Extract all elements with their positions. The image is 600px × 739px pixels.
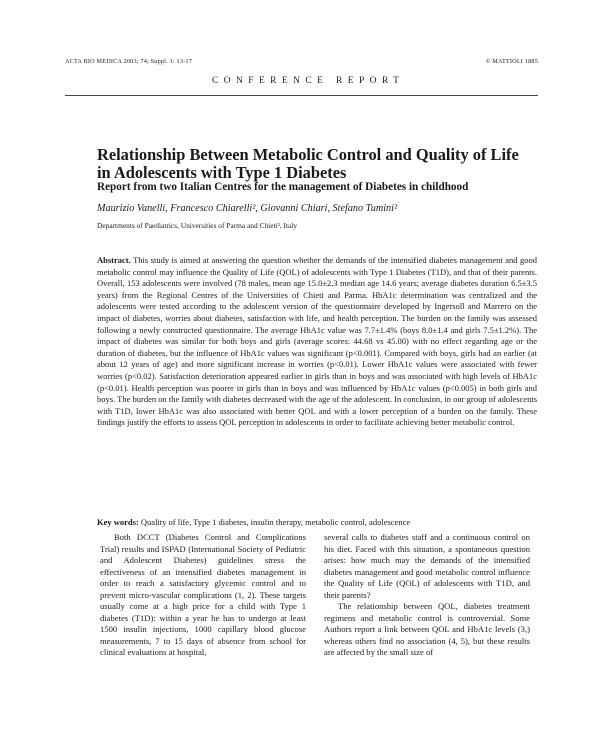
keywords-text: Quality of life, Type 1 diabetes, insulin therapy, metabolic control, adolescence [140, 517, 411, 527]
abstract-text: This study is aimed at answering the question whether the demands of the intensified diabetes management and good metabolic control may influence the Quality of Life (QOL) of adolescents with Type 1 Diabetes (T1D), and that of their parents. Overall, 153 adolescents were involved (78 males, mean age 15.0±2.3 median age 14.6 years; average diabetes duration 6.5±3.5 years) from the Regional Centres of the Universities of Chieti and Parma. HbA1c determination was centralized and the adolescents were tested according to the adolescent version of the questionnaire developed by Ingersoll and Marrero on the impact of diabetes, worries about diabetes, satisfaction with life, and health perception. The burden on the family was assessed following a newly constructed questionnaire. The average HbA1c value was 7.7±1.4% (boys 8.0±1.4 and girls 7.5±1.2%). The impact of diabetes was similar for both boys and girls (average scores: 44.68 vs 45.00) with no effect regarding age or the duration of diabetes, but the influence of HbA1c values was significant (p<0.001). Compared with boys, girls had an earlier (at about 12 years of age) and more significant increase in worries (p<0.01). Lower HbA1c values were associated with fewer worries (p<0.02). Satisfaction deterioration appeared earlier in girls than in boys and was associated with high levels of HbA1c (p<0.01). Health perception was poorer in girls than in boys and was influenced by HbA1c values (p<0.005) in both girls and boys. The burden on the family with diabetes decreased with the age of the adolescent. In conclusion, in our group of adolescents with T1D, lower HbA1c was also associated with better QOL and with a lower perception of a burden on the family. These findings justify the efforts to assess QOL perception in adolescents in order to facilitate achieving better metabolic control. [97, 255, 537, 428]
body-paragraph: several calls to diabetes staff and a continuous control on his diet. Faced with this situation, a spontaneous question arises: how much may the demands of the intensified diabetes management and good metabolic control influence the Quality of Life (QOL) of adolescents with T1D, and their parents? [324, 532, 530, 600]
abstract [97, 255, 537, 429]
article-title: Relationship Between Metabolic Control and Quality of Life in Adolescents with Type 1 Diabetes [97, 145, 519, 182]
body-column-1 [100, 532, 306, 659]
article-subtitle: Report from two Italian Centres for the management of Diabetes in childhood [97, 181, 469, 193]
keywords [97, 517, 537, 527]
journal-header: ACTA BIO MEDICA 2003; 74; Suppl. 1: 13-17 [65, 58, 192, 65]
keywords-label: Key words: [97, 517, 139, 527]
body-paragraph: The relationship between QOL, diabetes treatment regimens and metabolic control is controversial. Some Authors report a link between QOL and HbA1c levels (3,) whereas others find no association (4, 5), but these results are affected by the small size of [324, 601, 530, 657]
abstract-label: Abstract. [97, 255, 131, 265]
authors: Maurizio Vanelli, Francesco Chiarelli², Giovanni Chiari, Stefano Tumini² [97, 203, 398, 214]
affiliation: Departments of Paediatrics, Universities of Parma and Chieti², Italy [97, 221, 298, 230]
body-paragraph: Both DCCT (Diabetes Control and Complications Trial) results and ISPAD (International Society of Pediatric and Adolescent Diabetes) guidelines stress the effectiveness of an intensified diabetes management in order to reach a satisfactory glycemic control and to prevent micro-vascular complications (1, 2). These targets usually come at a high price for a child with Type 1 diabetes (T1D): within a year he has to undergo at least 1500 insulin injections, 1000 capillary blood glucose measurements, 7 to 15 days of absence from school for clinical evaluations at hospital, [100, 532, 306, 657]
body-column-2 [324, 532, 530, 659]
publisher-header: © MATTIOLI 1885 [485, 58, 538, 65]
header-rule [65, 95, 538, 96]
section-label: CONFERENCE REPORT [212, 76, 405, 86]
